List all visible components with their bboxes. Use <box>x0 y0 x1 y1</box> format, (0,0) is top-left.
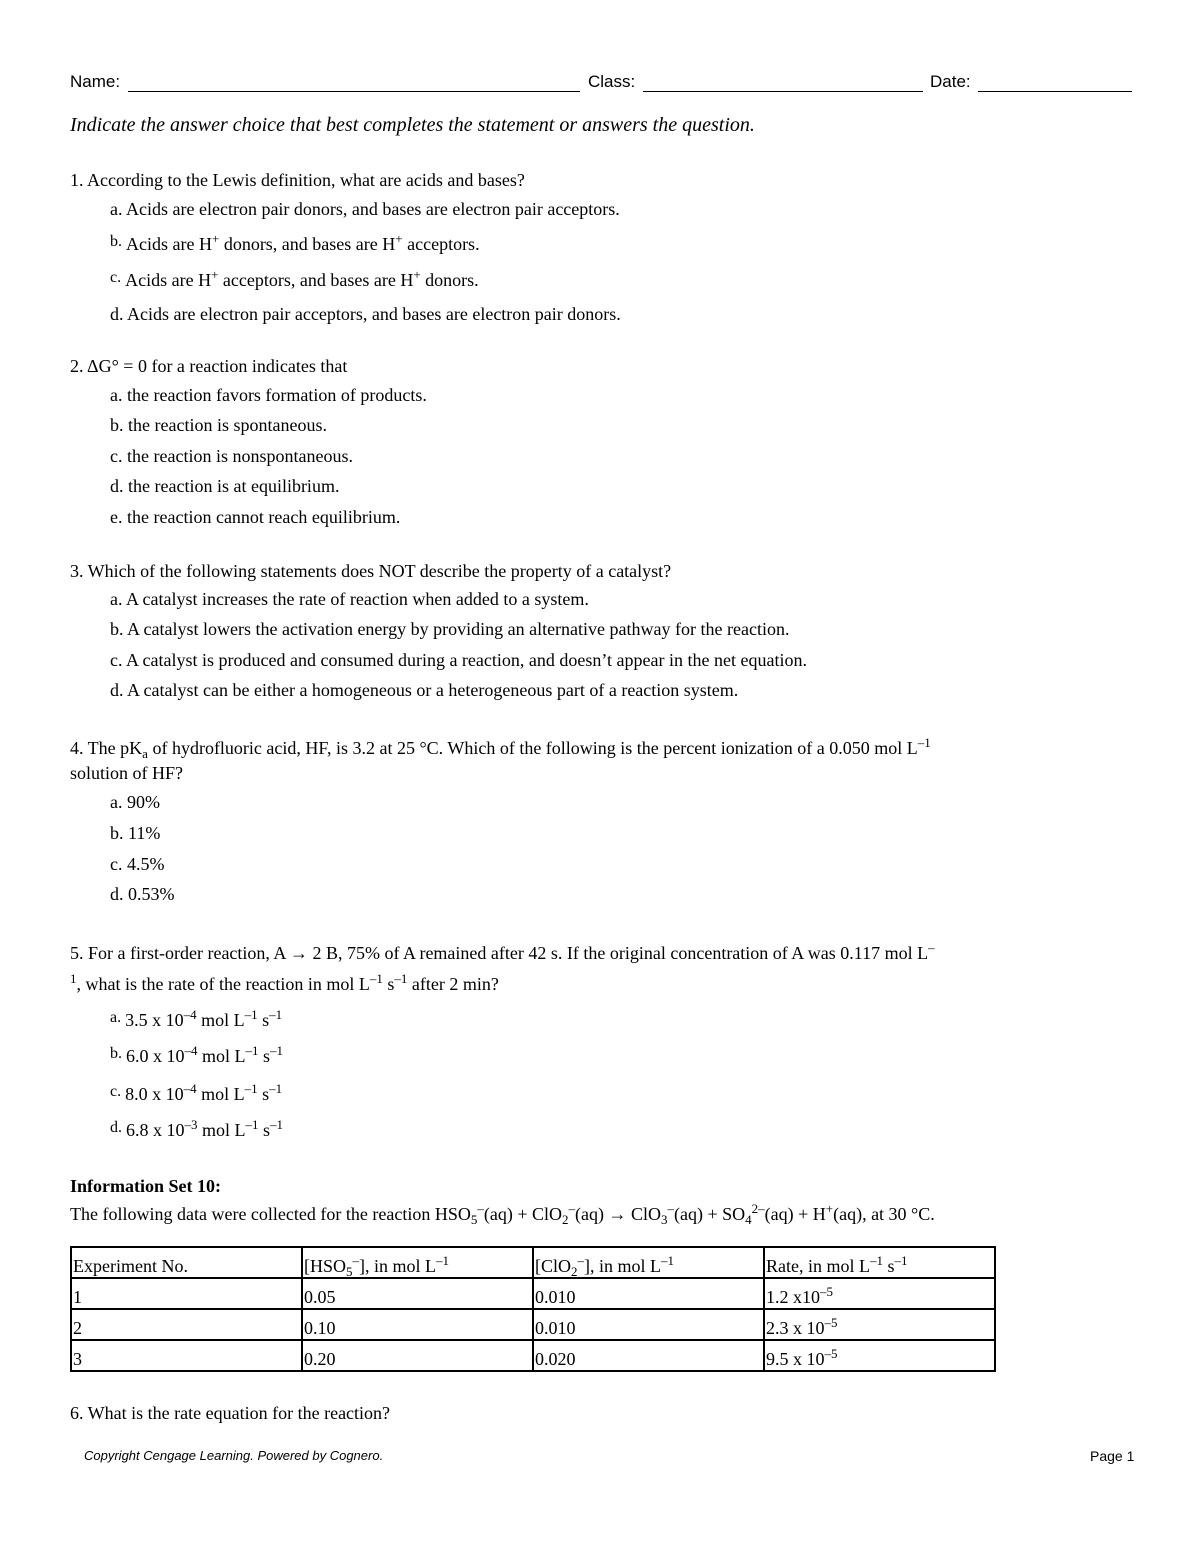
stem-part: , what is the rate of the reaction in mol L <box>76 974 370 994</box>
option-text: the reaction cannot reach equilibrium. <box>127 507 401 527</box>
text-part: (aq) + SO <box>673 1204 746 1224</box>
cell-hso5: 0.05 <box>302 1278 533 1309</box>
superscript: – <box>667 1201 674 1216</box>
info-set-title: Information Set 10: <box>70 1176 221 1196</box>
cell-rate <box>764 1278 995 1309</box>
option-text: 3.5 x 10 <box>125 1010 184 1030</box>
option-text: 90% <box>127 792 160 812</box>
superscript: –1 <box>270 1117 284 1132</box>
superscript: 1 <box>70 971 77 986</box>
superscript: + <box>211 267 219 282</box>
superscript: –1 <box>661 1253 674 1268</box>
option-key: a. <box>110 792 123 812</box>
option-key: d. <box>110 476 124 496</box>
superscript: – <box>568 1201 575 1216</box>
q5-option-b[interactable] <box>110 1043 284 1067</box>
cell-experiment: 2 <box>71 1309 302 1340</box>
header-hso5 <box>302 1247 533 1278</box>
text-part: (aq) + H <box>764 1204 826 1224</box>
header-experiment: Experiment No. <box>71 1247 302 1278</box>
option-key: a. <box>110 385 123 405</box>
q2-option-a[interactable] <box>110 385 427 406</box>
option-key: a. <box>110 589 123 609</box>
superscript: –1 <box>245 1117 259 1132</box>
option-text: the reaction is spontaneous. <box>128 415 327 435</box>
subscript: 2 <box>571 1264 578 1279</box>
q4-option-d[interactable] <box>110 884 175 905</box>
class-label: Class: <box>588 72 636 91</box>
stem-part: 5. For a first-order reaction, A → 2 B, 75% of A remained after 42 s. If the original concentration of A was 0.117 mol L <box>70 943 929 963</box>
rate-data-table <box>70 1246 996 1372</box>
option-text: the reaction favors formation of products. <box>127 385 427 405</box>
superscript: + <box>211 231 220 246</box>
superscript: – <box>352 1253 360 1268</box>
header-text: [ClO <box>535 1256 571 1276</box>
stem-part: s <box>382 974 395 994</box>
option-text: Acids are H <box>125 270 212 290</box>
date-field-line[interactable] <box>978 91 1132 92</box>
stem-part: 2. ΔG <box>70 356 112 376</box>
unit-text: s <box>257 1084 270 1104</box>
unit-text: mol L <box>196 1010 245 1030</box>
cell-clo2: 0.010 <box>533 1309 764 1340</box>
cell-rate <box>764 1309 995 1340</box>
q2-option-d[interactable] <box>110 476 339 497</box>
option-key: b. <box>110 619 124 639</box>
q4-option-b[interactable] <box>110 823 160 844</box>
cell-experiment: 1 <box>71 1278 302 1309</box>
question-1-stem: 1. According to the Lewis definition, what are acids and bases? <box>70 170 525 190</box>
stem-part: 4. The pK <box>70 738 143 758</box>
subscript: 3 <box>660 1212 668 1227</box>
stem-part: of hydrofluoric acid, HF, is 3.2 at 25 °C. Which of the following is the percent ionization of a 0.050 mol L <box>147 738 918 758</box>
option-text: A catalyst can be either a homogeneous or a heterogeneous part of a reaction system. <box>127 680 739 700</box>
option-key: c. <box>110 269 122 286</box>
q2-option-b[interactable] <box>110 415 327 436</box>
option-text: 0.53% <box>128 884 175 904</box>
table-row <box>71 1309 995 1340</box>
cell-clo2: 0.010 <box>533 1278 764 1309</box>
copyright-footer: Copyright Cengage Learning. Powered by Cognero. <box>84 1448 384 1463</box>
option-key: d. <box>110 680 124 700</box>
superscript: + <box>395 231 403 246</box>
superscript: –1 <box>244 1081 258 1096</box>
header-text: ], in mol L <box>584 1256 661 1276</box>
superscript: –4 <box>183 1081 197 1096</box>
option-key: a. <box>110 199 123 219</box>
question-3-stem: 3. Which of the following statements does NOT describe the property of a catalyst? <box>70 561 672 581</box>
superscript: – <box>477 1201 484 1216</box>
superscript: –1 <box>394 971 408 986</box>
option-text: A catalyst increases the rate of reaction when added to a system. <box>126 589 589 609</box>
cell-rate <box>764 1340 995 1371</box>
q1-option-a[interactable] <box>110 199 620 220</box>
superscript: –5 <box>824 1346 838 1361</box>
text-part: The following data were collected for the reaction HSO <box>70 1204 471 1224</box>
unit-text: mol L <box>197 1046 246 1066</box>
subscript: 4 <box>745 1212 752 1227</box>
option-key: c. <box>110 446 123 466</box>
option-text: 6.8 x 10 <box>126 1120 185 1140</box>
option-key: d. <box>110 1119 122 1136</box>
option-key: e. <box>110 507 123 527</box>
subscript: a <box>142 746 148 761</box>
q1-option-d[interactable] <box>110 304 621 325</box>
rate-value: 2.3 x 10 <box>766 1318 825 1338</box>
unit-text: s <box>258 1046 271 1066</box>
q3-option-c[interactable] <box>110 650 807 671</box>
option-key: d. <box>110 884 124 904</box>
option-text: donors. <box>420 270 479 290</box>
option-text: 6.0 x 10 <box>126 1046 185 1066</box>
option-key: c. <box>110 650 123 670</box>
instructions: Indicate the answer choice that best completes the statement or answers the question. <box>70 114 755 136</box>
q5-option-a[interactable] <box>110 1007 283 1031</box>
unit-text: mol L <box>196 1084 245 1104</box>
header-text: s <box>882 1256 895 1276</box>
q3-option-a[interactable] <box>110 589 589 610</box>
question-4-stem <box>70 735 931 761</box>
name-field-line[interactable] <box>128 91 580 92</box>
option-text: acceptors. <box>402 234 480 254</box>
option-text: A catalyst is produced and consumed during a reaction, and doesn’t appear in the net equation. <box>126 650 807 670</box>
option-text: 4.5% <box>127 854 165 874</box>
page-number: Page 1 <box>1090 1448 1135 1464</box>
header-text: Rate, in mol L <box>766 1256 870 1276</box>
question-6-stem: 6. What is the rate equation for the reaction? <box>70 1403 391 1423</box>
q3-option-d[interactable] <box>110 680 738 701</box>
header-text: [HSO <box>304 1256 347 1276</box>
subscript: 5 <box>346 1264 353 1279</box>
unit-text: mol L <box>197 1120 246 1140</box>
q4-option-c[interactable] <box>110 854 165 875</box>
option-key: b. <box>110 1045 122 1062</box>
table-header-row <box>71 1247 995 1278</box>
superscript: – <box>577 1253 584 1268</box>
text-part: (aq), at 30 °C. <box>833 1204 935 1224</box>
option-text: Acids are H <box>126 234 212 254</box>
unit-text: s <box>257 1010 270 1030</box>
q3-option-b[interactable] <box>110 619 789 640</box>
superscript: + <box>413 267 421 282</box>
superscript: + <box>825 1201 834 1216</box>
table-row <box>71 1278 995 1309</box>
q1-option-c[interactable] <box>110 267 479 291</box>
superscript: –4 <box>184 1043 198 1058</box>
q1-option-b[interactable] <box>110 231 480 255</box>
text-part: (aq) + ClO <box>483 1204 562 1224</box>
option-key: b. <box>110 415 124 435</box>
date-label: Date: <box>930 72 971 91</box>
superscript: –1 <box>244 1007 258 1022</box>
option-text: donors, and bases are H <box>219 234 396 254</box>
option-text: Acids are electron pair donors, and bases are electron pair acceptors. <box>126 199 620 219</box>
stem-part: ° = 0 for a reaction indicates that <box>111 356 348 376</box>
q5-option-c[interactable] <box>110 1081 283 1105</box>
superscript: – <box>928 940 935 955</box>
superscript: –1 <box>369 971 383 986</box>
option-text: Acids are electron pair acceptors, and bases are electron pair donors. <box>127 304 621 324</box>
superscript: –3 <box>184 1117 198 1132</box>
superscript: –1 <box>436 1253 450 1268</box>
table-row <box>71 1340 995 1371</box>
superscript: –5 <box>820 1284 833 1299</box>
text-part: (aq) → ClO <box>574 1204 661 1224</box>
header-text: ], in mol L <box>359 1256 437 1276</box>
question-5-stem <box>70 940 935 964</box>
unit-text: s <box>258 1120 271 1140</box>
stem-part: after 2 min? <box>407 974 499 994</box>
header-rate <box>764 1247 995 1278</box>
student-info-header <box>70 70 1132 96</box>
superscript: –1 <box>869 1253 883 1268</box>
option-text: 8.0 x 10 <box>125 1084 184 1104</box>
cell-hso5: 0.20 <box>302 1340 533 1371</box>
option-text: A catalyst lowers the activation energy by providing an alternative pathway for the reaction. <box>127 619 790 639</box>
question-4-stem-line2: solution of HF? <box>70 763 184 783</box>
option-key: d. <box>110 304 124 324</box>
option-key: c. <box>110 854 123 874</box>
superscript: 2– <box>751 1201 765 1216</box>
superscript: –1 <box>245 1043 259 1058</box>
name-label: Name: <box>70 72 121 91</box>
info-set-text <box>70 1201 935 1227</box>
superscript: –1 <box>270 1043 284 1058</box>
option-key: c. <box>110 1083 122 1100</box>
option-key: b. <box>110 233 122 250</box>
superscript: –4 <box>183 1007 197 1022</box>
rate-value: 9.5 x 10 <box>766 1349 825 1369</box>
option-key: a. <box>110 1009 122 1026</box>
superscript: –1 <box>269 1007 283 1022</box>
option-key: b. <box>110 823 124 843</box>
q5-option-d[interactable] <box>110 1117 284 1141</box>
q2-option-c[interactable] <box>110 446 353 467</box>
superscript: –1 <box>894 1253 908 1268</box>
cell-experiment: 3 <box>71 1340 302 1371</box>
superscript: –5 <box>824 1315 838 1330</box>
superscript: –1 <box>269 1081 283 1096</box>
question-5-stem-line2 <box>70 971 499 995</box>
q2-option-e[interactable] <box>110 507 400 528</box>
q4-option-a[interactable] <box>110 792 160 813</box>
option-text: the reaction is nonspontaneous. <box>127 446 353 466</box>
subscript: 2 <box>561 1212 569 1227</box>
option-text: the reaction is at equilibrium. <box>128 476 340 496</box>
subscript: 5 <box>470 1212 478 1227</box>
option-text: acceptors, and bases are H <box>218 270 414 290</box>
cell-clo2: 0.020 <box>533 1340 764 1371</box>
superscript: –1 <box>917 735 931 750</box>
cell-hso5: 0.10 <box>302 1309 533 1340</box>
question-2-stem <box>70 356 347 377</box>
header-clo2 <box>533 1247 764 1278</box>
class-field-line[interactable] <box>643 91 923 92</box>
rate-value: 1.2 x10 <box>766 1287 820 1307</box>
option-text: 11% <box>128 823 161 843</box>
